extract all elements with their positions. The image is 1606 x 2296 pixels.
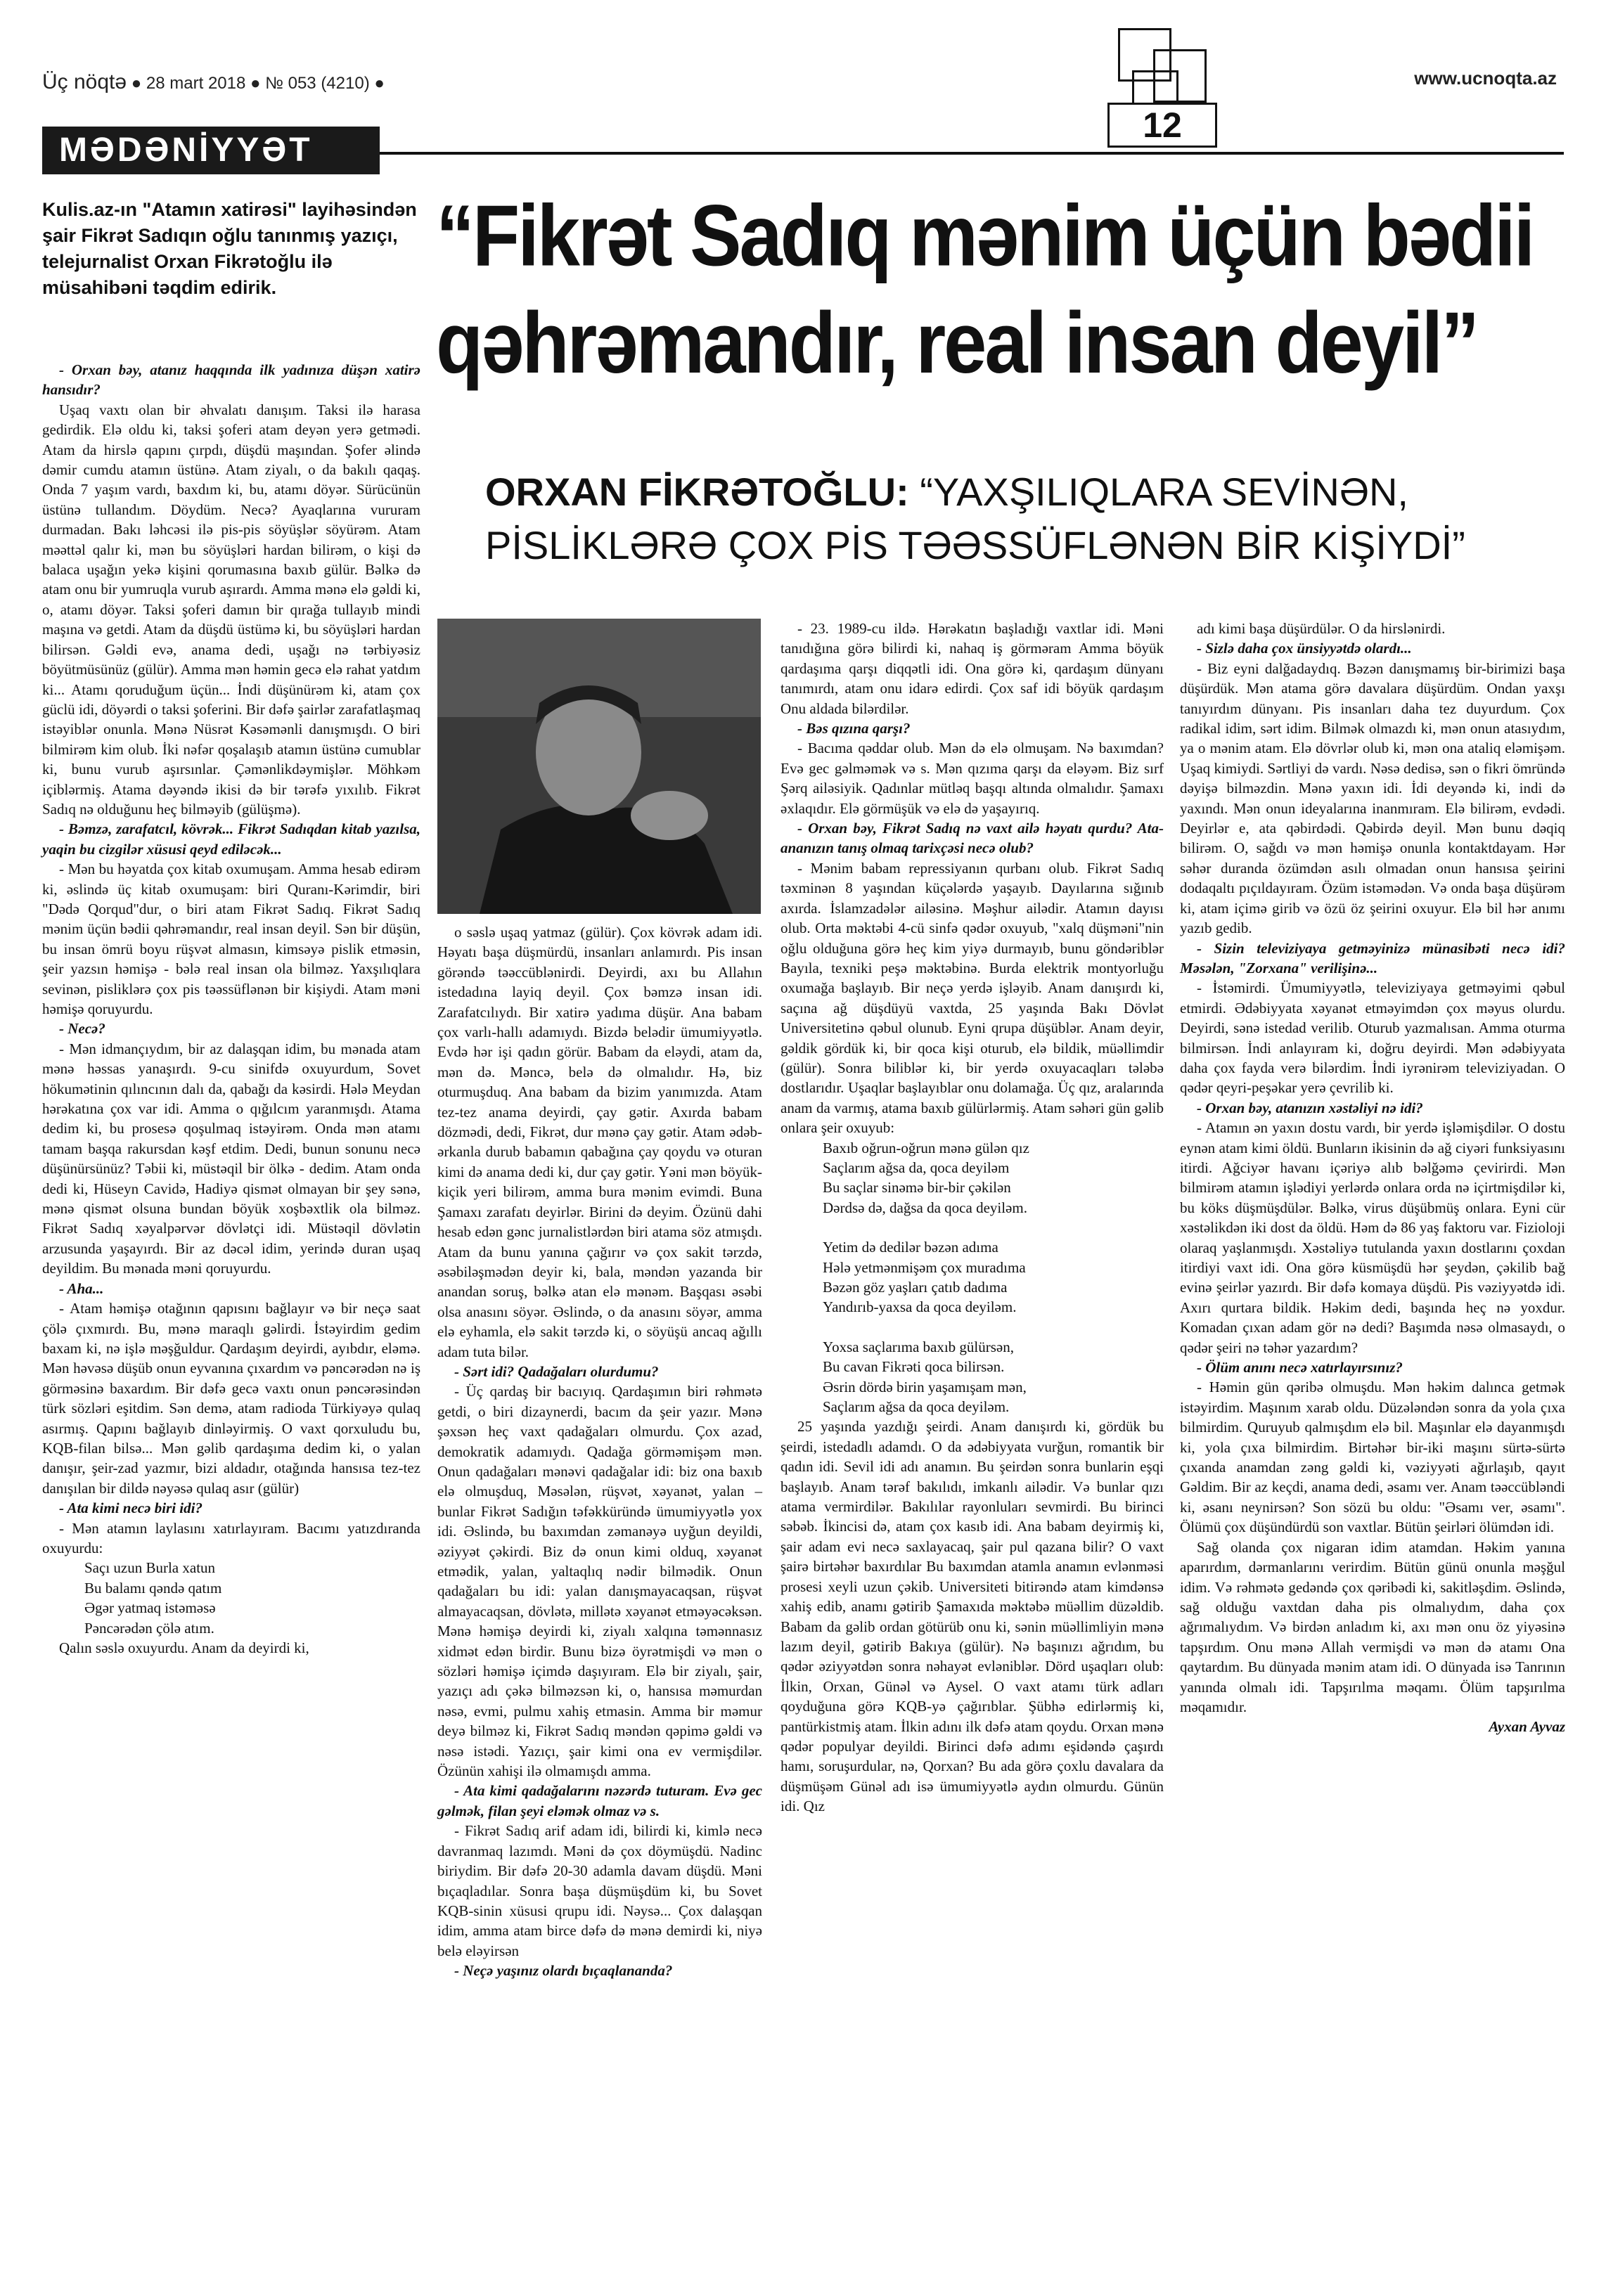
verse-line: Yandırıb-yaxsa da qoca deyiləm. [823,1298,1017,1316]
paragraph: Uşaq vaxtı olan bir əhvalatı danışım. Taksi ilə harasa gedirdik. Elə oldu ki, taksi şoferi atam deyən yerə getmədi. Atam da hirslə qapını çırpdı, düşdü maşından. Şofer əlində dəmir cumdu atamın üstünə. Atam ziyalı, o da bakılı qaqaş. Onda 7 yaşım vardı, baxdım ki, bu, atamı döyər. Sürücünün üstünə tullandım. Döydüm. Necə? Ayaqlarına vururam durmadan. Bakı ləhcəsi ilə pis-pis söyüşlər söyürəm. Atam məəttəl qalır ki, mən bu söyüşləri hardan bilirəm, o kişi də balaca uşağın yekə kişini qorumasına baxıb gülür. Bəlkə də atam onu bir yumruqla vurub aşırardı. Amma mənə elə gəldi ki, o, atamı döyər. Taksi şoferi damın bir qırağa tullayıb mindi maşına və getdi. Atam da düşdü üstümə ki, bu söyüşləri hardan bilirsən. Gəldi evə, anama dedi, uşağı nə tərbiyəsiz böyütmüsünüz (gülür). Amma mən həmin gecə elə rahat yatdım ki... Atamı qoruduğum üçün... İndi düşünürəm ki, atam çox güclü idi, döyərdi o taksi şoferini. Bir dəfə şairlər zarafatlaşmaq istəyiblər onunla. Mənə Nüsrət Kəsəmənli danışmışdı. O biri bilmirəm kim olub. İki nəfər qoşalaşıb atamın üstünə cumublar ki, bunu vurub aşırsınlar. Çəmənlikdəymişlər. Möhkəm içiblərmiş. Atama dəyəndə ikisi də bir tərəfə yıxılıb. Fikrət Sadıq nə olduğunu heç bilməyib (gülüşmə). [42,401,420,818]
paragraph: Sağ olanda çox nigaran idim atamdan. Həkim yanına aparırdım, dərmanlarını verirdim. Bütün günü onunla məşğul idim. Və rəhmətə gedəndə çox qəribədi ki, sakitləşdim. Əslində, sağ olduğu vaxtdan daha pis olmalıydım, daha çox ağrımalıydım. Və birdən anladım ki, axı mən onu öz yiyəsinə tapşırdım. Onu mənə Allah vermişdi və mən də atamı Ona qaytardım. Bu dünyada mənim atam idi. O dünyada isə Tanrının yanında olmalı idi. Tapşırılma məqamı. Ölüm tapşırılma məqamıdır. [1180,1538,1565,1715]
interview-question: - Ata kimi qadağalarını nəzərdə tuturam. Evə gec gəlmək, filan şeyi eləmək olmaz və s. [437,1782,762,1819]
masthead: Üç nöqtə ● 28 mart 2018 ● № 053 (4210) ● [42,70,385,93]
subhead-quote: “YAXŞILIQLARA SEVİNƏN, PİSLİKLƏRƏ ÇOX PİS TƏƏSSÜFLƏNƏN BİR KİŞİYDİ” [485,470,1465,567]
paragraph: - Fikrət Sadıq arif adam idi, bilirdi ki, kimlə necə davranmaq lazımdı. Məni də çox döymüşdü. Nadinc biriydim. Bir dəfə 20-30 adamla davam düşdü. Məni bıçaqladılar. Sonra başa düşmüşdüm ki, bu Sovet KQB-sinin xüsusi qrupu idi. Nəysə... Çox dalaşqan idim, amma atam birce dəfə də mənə demirdi ki, niyə belə eləyirsən [437,1822,762,1959]
verse-line: Baxıb oğrun-oğrun mənə gülən qız [823,1139,1029,1156]
article-headline: “Fikrət Sadıq mənim üçün bədii qəhrəmandır, real insan deyil” [436,187,1534,392]
article-intro: Kulis.az-ın "Atamın xatirəsi" layihəsindən şair Fikrət Sadıqın oğlu tanınmış yazıçı, telejurnalist Orxan Fikrətoğlu ilə müsahibəni təqdim edirik. [42,199,417,298]
paragraph: - İstəmirdi. Ümumiyyətlə, televiziyaya getməyimi qəbul etmirdi. Ədəbiyyata xəyanət etməyimdən çox məyus olurdu. Deyirdi, sənə istedad verilib. Oturub yazmalısan. Amma oturma bilmirsən. İndi anlayıram ki, doğru deyirdi. Mən ədəbiyyata daha çox fayda verə bilərdim. İndi iyrənirəm televiziyadan. O qədər qeyri-peşəkar yerə çevrilib ki. [1180,979,1565,1097]
issue-number: № 053 (4210) [265,74,370,93]
author-signature: Ayxan Ayvaz [1489,1718,1565,1736]
poem-stanza-3 [780,1337,1164,1417]
subhead-name: ORXAN FİKRƏTOĞLU: [485,470,909,514]
interview-question: - Neçə yaşınız olardı bıçaqlananda? [454,1962,673,1980]
paragraph: - Mənim babam repressiyanın qurbanı olub. Fikrət Sadıq təxminən 8 yaşından küçələrdə yaşayıb. Dayılarına sığınıb axırda. İslamzadələr ailəsinə. Məşhur ailədir. Atamın dayısı olub. Orta məktəbi 4-cü sinfə qədər oxuyub, "xalq düşməni"nin oğlu olduğuna görə heç kim yiyə durmayıb, bunu göndəriblər Bayıla, texniki peşə məktəbinə. Burda elektrik montyorluğu oxumağa başlayıb. Bir neçə yerdə işləyib. Anam danışırdı ki, saçına ağ düşdüyü vaxtda, 25 yaşında Bakı Dövlət Universitetinə qəbul olunub. Eyni qrupa düşüblər. Anam deyir, gəldik gördük ki, bir qoca kişi oturub, elə bildik, müəllimdir (gülür). Sonra biliblər ki, bir yerdə oxuyacaqları tələbə dostlarıdır. Uşaqlar başlayıblar onu dolamağa. Üç qız, aralarında anam da varmış, atama baxıb gülürlərmiş. Atam səhəri gün gəlib onlara şeir oxuyub: [780,859,1164,1137]
paper-name: Üç nöqtə [42,70,127,93]
interview-question: - Sizin televiziyaya getməyinizə münasibəti necə idi? Məsələn, "Zorxana" verilişinə... [1180,939,1565,976]
paragraph: 25 yaşında yazdığı şeirdi. Anam danışırdı ki, gördük bu şeirdi, istedadlı adamdı. O da ədəbiyyata vurğun, romantik bir qadın idi. Sevil idi adı anamın. Bu şeirdən sonra bunlarin eşqi başlayıb. Anam tərəf bakılıdı, imkanlı ailədir. Və bunlar qızı atama vermirdilər. Bakılılar rayonluları sevmirdi. Bu birinci səbəb. İkincisi də, atam çox kasıb idi. Ana babam deyirmiş ki, şair adam evi necə saxlayacaq, şair pul qazana bilir? O vaxt şairə birtəhər baxırdılar Bu baxımdan atamla anamın evlənməsi prosesi xeyli uzun çəkib. Universiteti bitirəndə atam kimdənsə xahiş edib, anamı gətirib Şamaxıda məktəbə müəllim düzəldib. Babam da gəlib ordan götürüb onu ki, sənin müəllimliyin mənə lazım deyil, gətirib Bakıya (gülür). Nə başınızı ağrıdım, bu qədər əziyyətdən sonra nəhayət evləniblər. Dörd uşaqları olub: İlkin, Orxan, Günəl və Aysel. O vaxt atamı türk adları qoyduğuna görə KQB-yə çağırıblar. Şübhə edirlərmiş ki, pantürkistmiş atam. İlkin adını ilk dəfə atam qoydu. Orxan mənə qədər populyar deyildi. Birinci dəfə adımı eşidəndə çaşırdı hamı, soruşurdular, nə, Qorxan? Bu ada görə çoxlu davalara da düşmüşəm Günəl adı isə ümumiyyətlə aydın olmurdu. Günün idi. Qız [780,1418,1164,1815]
column-2 [437,922,762,1981]
verse-line: Yetim də dedilər bəzən adıma [823,1239,998,1256]
lullaby-verse [42,1558,420,1638]
verse-line: Pəncərədən çölə atım. [84,1619,214,1637]
paragraph: - Həmin gün qəribə olmuşdu. Mən həkim dalınca getmək istəyirdim. Maşınım xarab oldu. Düzələndən sonra da yola çıxa bilmirdim. Quruyub qalmışdım elə bil. Maşınlar elə dayanmışdı ki, yola çıxa bilmirdim. Birtəhər bir-iki maşını sürtə-sürtə çıxanda anamdan zəng gəldi ki, vəziyyəti ağırlaşıb, qayıt Gəldim. Bir az keçdi, anama dedi, əsamı ver. Anam təəccübləndi ki, əsanı neynirsən? Son sözü bu oldu: "Əsamı ver, əsamı". Ölümü çox düşündürdü son vaxtlar. Bütün şeirləri ölümdən idi. [1180,1379,1565,1536]
paragraph: - Mən bu həyatda çox kitab oxumuşam. Amma hesab edirəm ki, əslində üç kitab oxumuşam: biri Quranı-Kərimdir, biri "Dədə Qorqud"dur, o biri atam Fikrət Sadıq. Fikrət Sadıq mənim üçün bədii qəhrəmandır, real insan deyil. Sən bir düşün, bu insan ömrü boyu rüşvət almasın, kimsəyə pislik etməsin, şeir yazsın həmişə - bələ real insan ola bilməz. Yaxşılıqlara sevinən, pisliklərə çox pis təəssüflənən bir kişiydi. Atam məni həmişə qoruyurdu. [42,860,420,1017]
column-1-end: Qalın səslə oxuyurdu. Anam da deyirdi ki, [59,1639,309,1656]
interview-question: - Bəs qızına qarşı? [797,720,911,737]
interview-question: - Sizlə daha çox ünsiyyətdə olardı... [1197,640,1412,657]
paragraph: o səslə uşaq yatmaz (gülür). Çox kövrək adam idi. Həyatı başa düşmürdü, insanları anlamırdı. Pis insan görəndə təəccüblənirdi. Deyirdi, axı bu Allahın istedadına layiq deyil. Çox bəmzə insan idi. Zarafatcılıydı. Bir xatirə yadıma düşür. Ana babam çox varlı-hallı adamıydı. Bizdə belədir ümumiyyətlə. Evdə hər işi qadın görür. Babam da eləydi, atam da, mən də. Məncə, belə də olmalıdır. Hə, biz oturmuşduq. Ana babam da bizim yanımızda. Atam tez-tez anama deyirdi, çay gətir. Axırda babam dözmədi, dedi, Fikrət, dur mənə çay gətir. Atam ədəb-ərkanla durub babamın qabağına çay qoydu və oturan kimi də anama dedi ki, dur çay gətir. Yəni mən böyük-kiçik yeri bilirəm, amma bura mənim evimdi. Buna Şamaxı zarafatı deyirlər. Birini də deyim. Özünü dahi hesab edən gənc jurnalistlərdən biri atama söz atmışdı. Atam da bunu yanına çağırır və çox sakit tərzdə, əsəbiləşmədən deyir ki, bala, məndən yazanda bir anandan soruş, bəlkə atan elə mənəm. Başqası əsəbi olsa anasını söyər. Əslində, o da anasını söyər, amma elə eyhamla, elə sakit tərzdə ki, o söyüşü ancaq ağıllı adam tuta bilər. [437,924,762,1360]
portrait-photo [437,619,761,914]
column-3-body [780,619,1164,1138]
column-4 [1180,619,1565,1737]
verse-line: Dərdsə də, dağsa da qoca deyiləm. [823,1199,1027,1216]
interview-question: - Orxan bəy, atanızın xəstəliyi nə idi? [1197,1099,1423,1116]
verse-line: Bu cavan Fikrəti qoca bilirsən. [823,1358,1005,1376]
interview-question: - Aha... [59,1279,104,1297]
verse-line: Bu saçlar sinəmə bir-bir çəkilən [823,1179,1011,1197]
paragraph: adı kimi başa düşürdülər. O da hirslənirdi. [1197,620,1446,637]
interview-question: - Ölüm anını necə xatırlayırsınız? [1197,1359,1403,1376]
verse-line: Saçlarım ağsa da, qoca deyiləm [823,1159,1010,1176]
page-number: 12 [1107,103,1217,148]
paragraph: - Bacıma qəddar olub. Mən də elə olmuşam. Nə baxımdan? Evə gec gəlməmək və s. Mən qızıma qarşı da eləyəm. Biz sırf Şərq ailəsiyik. Qadınlar mütləq başqı altında olmalıdır. Şamaxı əxlaqıdır. Elə görmüşük və elə də yaşayırıq. [780,740,1164,817]
interview-question: - Necə? [59,1020,105,1038]
column-4-body [1180,619,1565,1717]
issue-date: 28 mart 2018 [146,74,246,93]
column-1-body [42,360,420,1558]
verse-line: Əgər yatmaq istəməsə [84,1599,216,1617]
interview-question: - Orxan bəy, Fikrət Sadıq nə vaxt ailə həyatı qurdu? Ata-ananızın tanış olmaq tarixçəsi necə olub? [780,820,1164,857]
paragraph: - Mən idmançıydım, bir az dalaşqan idim, bu mənada atam mənə həssas yanaşırdı. 9-cu sinifdə oxuyurdum, Sovet hökumətinin qılıncının dalı da, qabağı da kəsirdi. Hələ Meydan hərəkatına çox var idi. Amma o qığılcım yaranmışdı. Atama dedim ki, bu prosesə qoşulmaq istəyirəm. Onda mən atamı tamam başqa rakursdan kəşf etdim. Dedi, bunun sonunu necə düşünürsünüz? Təbii ki, müstəqil bir ölkə - dedim. Atam onda dedi ki, Hüseyn Cavidə, Hadiyə qismət olmayan bir şey sənə, mənə qismət olsuna bundan böyük xoşbəxtlik ola bilməz. Fikrət Sadıq xəyalpərvər dövlətçi idi. Müstəqil dövlətin arzusunda yaşayırdı. Bir az dəcəl idim, yerində duran uşaq deyildim. Bu mənada məni qoruyurdu. [42,1040,420,1277]
interview-question: - Orxan bəy, atanız haqqında ilk yadınıza düşən xatirə hansıdır? [42,361,420,399]
verse-line: Saçı uzun Burla xatun [84,1559,216,1577]
paragraph: - Atamın ən yaxın dostu vardı, bir yerdə işləmişdilər. O dostu eynən atam kimi öldü. Bunların ikisinin də ağ ciyəri funksiyasını itirdi. Ağciyər havanı içəriyə alıb bəlğəmə çevirirdi. Mən bilmirəm atamın işlədiyi yerlərdə onlara orda nə içirtmişdilər ki, bu köks düşmüşdülər. Bəlkə, virus düşübmüş onlara. Eyni cür xəstəlikdən iki dost da öldü. Həm də 86 yaş faktoru var. Fizioloji olaraq yaşlanmışdı. Xəstəliyə tutulanda yaxın dostlarını çoxdan itirdiyi vaxt idi. Ona görə küsmüşdü hər şeydən, çəkilib bağ evinə şeirlər yazırdı. Bir dəfə komaya düşdü. Pis vəziyyətdə idi. Axırı qurtara bildik. Həkim dedi, başında heç nə yoxdur. Komadan çıxan adam gör nə dedi? Başımda nəsə olmasaydı, o qədər şeiri nə təhər yazardım? [1180,1119,1565,1356]
paragraph: - 23. 1989-cu ildə. Hərəkatın başladığı vaxtlar idi. Məni tanıdığına görə bilirdi ki, nahaq iş görməram Amma böyük qardaşıma qarşı diqqətli idi. Ona görə ki, qardaşım dünyanı tanımırdı, atam onu idarə edirdi. Çox saf idi böyük qardaşım Onu aldada bilərdilər. [780,620,1164,717]
column-1 [42,360,420,1658]
article-subhead [485,465,1568,572]
verse-line: Yoxsa saçlarıma baxıb gülürsən, [823,1338,1014,1355]
column-3 [780,619,1164,1817]
paragraph: - Üç qardaş bir bacıyıq. Qardaşımın biri rəhmətə getdi, o biri dizaynerdi, bacım da şeir yazır. Mənə şəxsən heç vaxt qadağaları olmurdu. Çox azad, demokratik adamıydı. Qadağa görməmişəm mən. Onun qadağaları mənəvi qadağalar idi: biz ona baxıb elə olmuşduq, Məsələn, rüşvət, xəyanət, yalan – bunlar Fikrət Sadığın təfəkküründə ümumiyyətlə yox idi. Əslində, bu baxımdan zəmanəyə uyğun deyildi, əziyyət çəkirdi. Biz də onun kimi olduq, xəyanət etmədik, yalan, yaltaqlıq nədir bilmədik. Onun qadağaları bu idi: yalan danışmayacaqsan, rüşvət almayacaqsan, dövlətə, millətə xəyanət etməyəcəksən. Mənə həmişə deyirdi ki, ziyalı xalqına təmənnasız xidmət edən birdir. Bunu bizə öyrətmişdi və mən o sözləri həmişə içimdə daşıyıram. Elə bir ziyalı, şair, yazıçı adı çəkə bilməzsən ki, o, hansısa məmurdan nəsə, evmi, pulmu xahiş etmasin. Amma bir məmur deyə bilməz ki, Fikrət Sadıq məndən qəpimə gəldi və nəsə istədi. Yazıçı, şair kimi ona ev vermişdilər. Özünün xahişi ilə olmamışdı amma. [437,1383,762,1780]
paragraph: - Atam həmişə otağının qapısını bağlayır və bir neçə saat çölə çıxmırdı. Bu, mənə maraqlı gəlirdi. İstəyirdim gedim baxam ki, nə işlə məşğuldur. Qardaşım deyirdi, ayıbdır, eləmə. Mən həvəsə düşüb onun eyvanına çıxardım və pəncərədən nə iş görməsinə baxardım. Bir dəfə gecə vaxtı onun pəncərəsindən türk sözləri eşitdim. Sən demə, atam radioda Türkiyəyə qulaq asırmış. Qapını bağlayıb dinləyirmiş. O vaxt qorxuludu bu, KQB-filan bilsə... Mən gəlib qardaşıma dedim ki, o yalan danışır, şeir-zad yazmır, bizi aldadır, otağında hansısa tez-tez danışılan bir dildə nəyəsə qulaq asır (gülür) [42,1300,420,1497]
website[interactable]: www.ucnoqta.az [1414,67,1557,89]
poem-stanza-2 [780,1237,1164,1317]
verse-line: Bəzən göz yaşları çatıb dadıma [823,1279,1008,1296]
verse-line: Hələ yetmənmişəm çox muradıma [823,1258,1026,1276]
portrait-illustration [437,619,761,914]
verse-line: Saçlarım ağsa da qoca deyiləm. [823,1398,1010,1416]
interview-question: - Bəmzə, zarafatcıl, kövrək... Fikrət Sadıqdan kitab yazılsa, yaqin bu cizgilər xüsusi qeyd ediləcək... [42,820,420,858]
paragraph: - Mən atamın laylasını xatırlayıram. Bacımı yatızdıranda oxuyurdu: [42,1519,420,1556]
paragraph: - Biz eyni dalğadaydıq. Bəzən danışmamış bir-birimizi başa düşürdük. Mən atama görə davalara düşürdüm. Ondan yaxşı tanıyırdım dünyanı. Pis insanları daha tez duyurdum. Çox radikal idim, sərt idim. Bilmək olmazdı ki, mən onun atasıydım, ya o mənim atam. Elə dövrlər olub ki, mən ona ataliq eləmişəm. Uşaq kimiydi. Sərtliyi də vardı. Nəsə dedisə, sən o fikri ömründə dəyişə bilməzdin. Mənə yaxın idi. İdi deyəndə ki, indi də yaxındı. Mən onun ideyalarına inanmıram. Elə bilirəm, evdədi. Deyirlər e, ata qəbirdədi. Qəbirdə deyil. Mən bunu dəqiq bilirəm. O, sağdı və mən həmişə onunla kontaktdayam. Hər səhər duranda özümdən asılı olmadan onun hansısa şeirini dodaqaltı pıçıldayıram. Özüm istəmədən. Və onda başa düşürəm ki, atam içimə girib və özü öz şeirini oxuyur. Elə bil hər anımı yazıb gedib. [1180,659,1565,937]
section-label: MƏDƏNİYYƏT [42,127,380,174]
poem-stanza-1 [780,1138,1164,1218]
verse-line: Bu balamı qəndə qatım [84,1579,222,1597]
column-2-body [437,922,762,1981]
interview-question: - Ata kimi necə biri idi? [59,1500,203,1517]
column-3-end [780,1417,1164,1816]
interview-question: - Sərt idi? Qadağaları olurdumu? [454,1362,659,1380]
verse-line: Əsrin dördə birin yaşamışam mən, [823,1378,1027,1395]
